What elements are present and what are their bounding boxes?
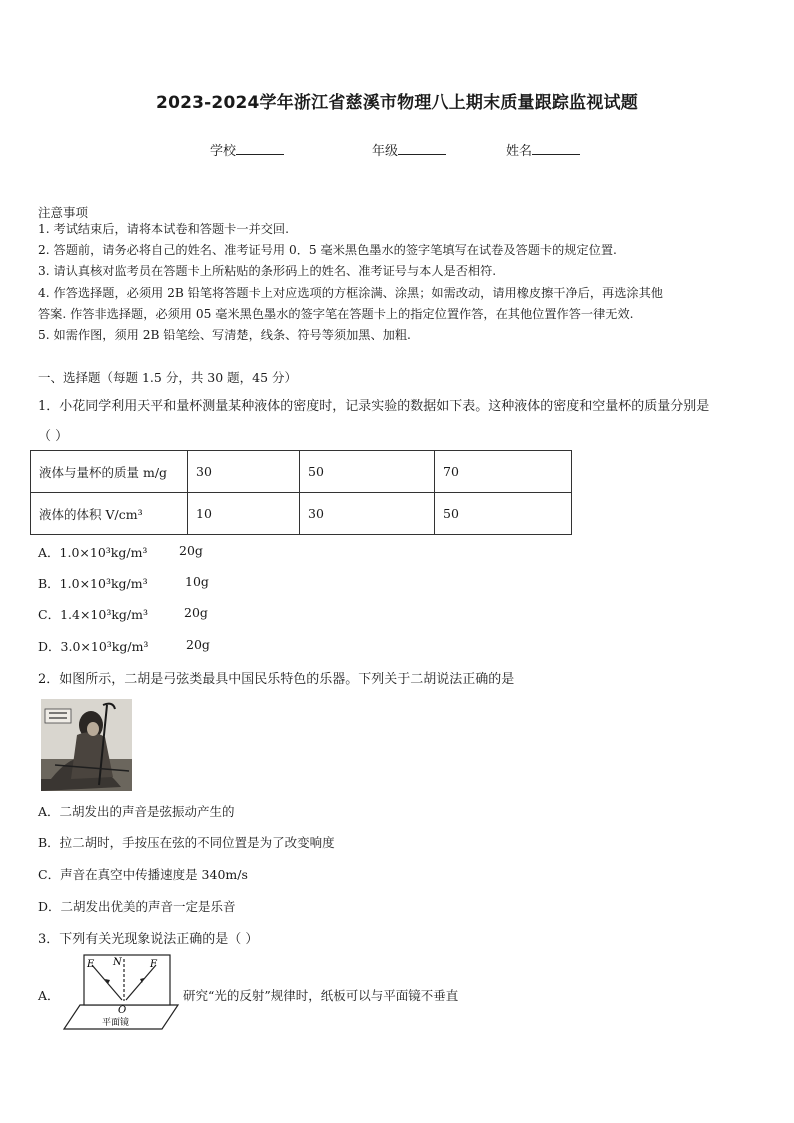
table-cell: 30 [300,493,435,535]
table-cell: 10 [188,493,300,535]
table-cell: 50 [435,493,572,535]
table-cell: 30 [188,451,300,493]
q1-data-table [30,450,572,535]
reflection-diagram [62,953,180,1033]
option-label: A．1.0×10³kg/m³ [38,545,148,560]
erhu-photo [41,699,132,791]
q2-option-d[interactable]: D．二胡发出优美的声音一定是乐音 [38,899,236,914]
section-heading: 一、选择题（每题 1.5 分，共 30 题，45 分） [38,370,298,385]
q1-option-c[interactable] [38,605,208,623]
table-row [31,451,572,493]
q3-option-a-text[interactable]: 研究“光的反射”规律时，纸板可以与平面镜不垂直 [183,988,459,1003]
q2-stem: 2．如图所示，二胡是弓弦类最具中国民乐特色的乐器。下列关于二胡说法正确的是 [38,672,515,687]
label-e: E [87,959,95,970]
notice-line: 4. 作答选择题，必须用 2B 铅笔将答题卡上对应选项的方框涂满、涂黑；如需改动，请用橡皮擦干净后，再选涂其他 [38,286,663,300]
q1-option-d[interactable] [38,637,210,655]
table-cell: 液体与量杯的质量 m/g [31,451,188,493]
page-title: 2023-2024学年浙江省慈溪市物理八上期末质量跟踪监视试题 [156,93,638,113]
grade-blank[interactable] [398,142,446,155]
name-blank[interactable] [532,142,580,155]
notice-line: 3. 请认真核对监考员在答题卡上所粘贴的条形码上的姓名、准考证号与本人是否相符. [38,264,497,278]
name-label: 姓名 [506,144,533,159]
table-row [31,493,572,535]
notice-heading: 注意事项 [38,205,89,220]
table-cell: 50 [300,451,435,493]
grade-label: 年级 [372,144,399,159]
label-f: F [150,959,157,970]
option-label: C．1.4×10³kg/m³ [38,607,148,622]
q2-option-a[interactable]: A．二胡发出的声音是弦振动产生的 [38,804,235,819]
table-cell: 70 [435,451,572,493]
option-value: 20g [179,543,203,558]
school-blank[interactable] [236,142,284,155]
q1-answer-paren: （ ） [38,429,69,444]
label-n: N [113,957,122,968]
table-cell: 液体的体积 V/cm³ [31,493,188,535]
q2-option-c[interactable]: C．声音在真空中传播速度是 340m/s [38,867,248,882]
notice-line: 2. 答题前，请务必将自己的姓名、准考证号用 0．5 毫米黑色墨水的签字笔填写在试卷及答题卡的规定位置. [38,243,617,257]
mirror-label: 平面镜 [102,1018,130,1028]
label-o: O [118,1005,127,1016]
option-label: D．3.0×10³kg/m³ [38,639,149,654]
q1-option-a[interactable] [38,543,203,561]
name-field [506,140,580,159]
school-field [210,140,284,159]
option-value: 20g [186,637,210,652]
notice-line: 1. 考试结束后，请将本试卷和答题卡一并交回. [38,222,289,236]
q1-option-b[interactable] [38,574,209,592]
notice-line: 5. 如需作图，须用 2B 铅笔绘、写清楚，线条、符号等须加黑、加粗. [38,328,411,342]
option-value: 20g [184,605,208,620]
q1-stem: 1．小花同学利用天平和量杯测量某种液体的密度时，记录实验的数据如下表。这种液体的密度和空量杯的质量分别是 [38,399,710,414]
q3-option-a-label[interactable]: A． [38,988,60,1003]
option-label: B．1.0×10³kg/m³ [38,576,148,591]
q3-stem: 3．下列有关光现象说法正确的是（ ） [38,932,259,947]
notice-line: 答案. 作答非选择题，必须用 05 毫米黑色墨水的签字笔在答题卡上的指定位置作答，在其他位置作答一律无效. [38,307,634,321]
school-label: 学校 [210,144,237,159]
option-value: 10g [185,574,209,589]
q2-option-b[interactable]: B．拉二胡时，手按压在弦的不同位置是为了改变响度 [38,835,335,850]
grade-field [372,140,446,159]
